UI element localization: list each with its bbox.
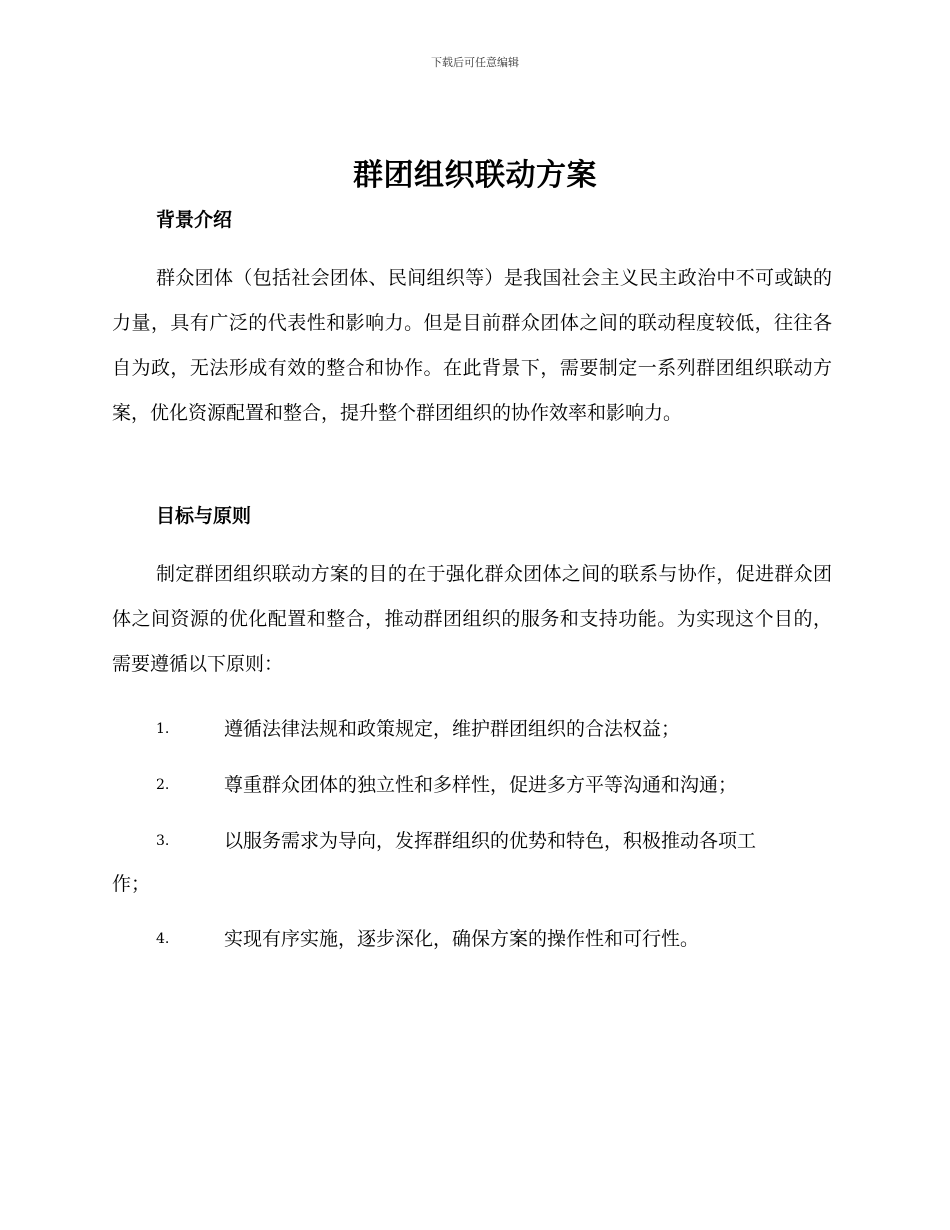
principle-number: 2. <box>156 777 170 793</box>
principle-item <box>112 701 832 757</box>
background-section <box>112 204 832 436</box>
principles-list <box>112 701 832 967</box>
principle-item <box>112 813 832 905</box>
principle-text: 实现有序实施，逐步深化，确保方案的操作性和可行性。 <box>224 928 700 950</box>
principle-item <box>112 911 832 967</box>
principle-number: 3. <box>156 833 170 849</box>
principle-text-continuation: 作； <box>112 873 151 895</box>
goals-heading: 目标与原则 <box>156 505 252 527</box>
principle-item <box>112 757 832 813</box>
document-title: 群团组织联动方案 <box>353 158 597 193</box>
page-header-note: 下载后可任意编辑 <box>431 56 519 69</box>
principle-number: 1. <box>156 721 170 737</box>
background-paragraph: 群众团体（包括社会团体、民间组织等）是我国社会主义民主政治中不可或缺的力量，具有广泛的代表性和影响力。但是目前群众团体之间的联动程度较低，往往各自为政，无法形成有效的整合和协作。在此背景下，需要制定一系列群团组织联动方案，优化资源配置和整合，提升整个群团组织的协作效率和影响力。 <box>112 267 832 424</box>
goals-paragraph: 制定群团组织联动方案的目的在于强化群众团体之间的联系与协作，促进群众团体之间资源的优化配置和整合，推动群团组织的服务和支持功能。为实现这个目的，需要遵循以下原则： <box>112 563 832 675</box>
goals-section <box>112 500 832 967</box>
principle-text: 遵循法律法规和政策规定，维护群团组织的合法权益； <box>224 718 681 740</box>
principle-text: 以服务需求为导向，发挥群组织的优势和特色，积极推动各项工 <box>224 830 757 852</box>
principle-text: 尊重群众团体的独立性和多样性，促进多方平等沟通和沟通； <box>224 774 738 796</box>
principle-number: 4. <box>156 931 170 947</box>
background-heading: 背景介绍 <box>156 209 233 231</box>
